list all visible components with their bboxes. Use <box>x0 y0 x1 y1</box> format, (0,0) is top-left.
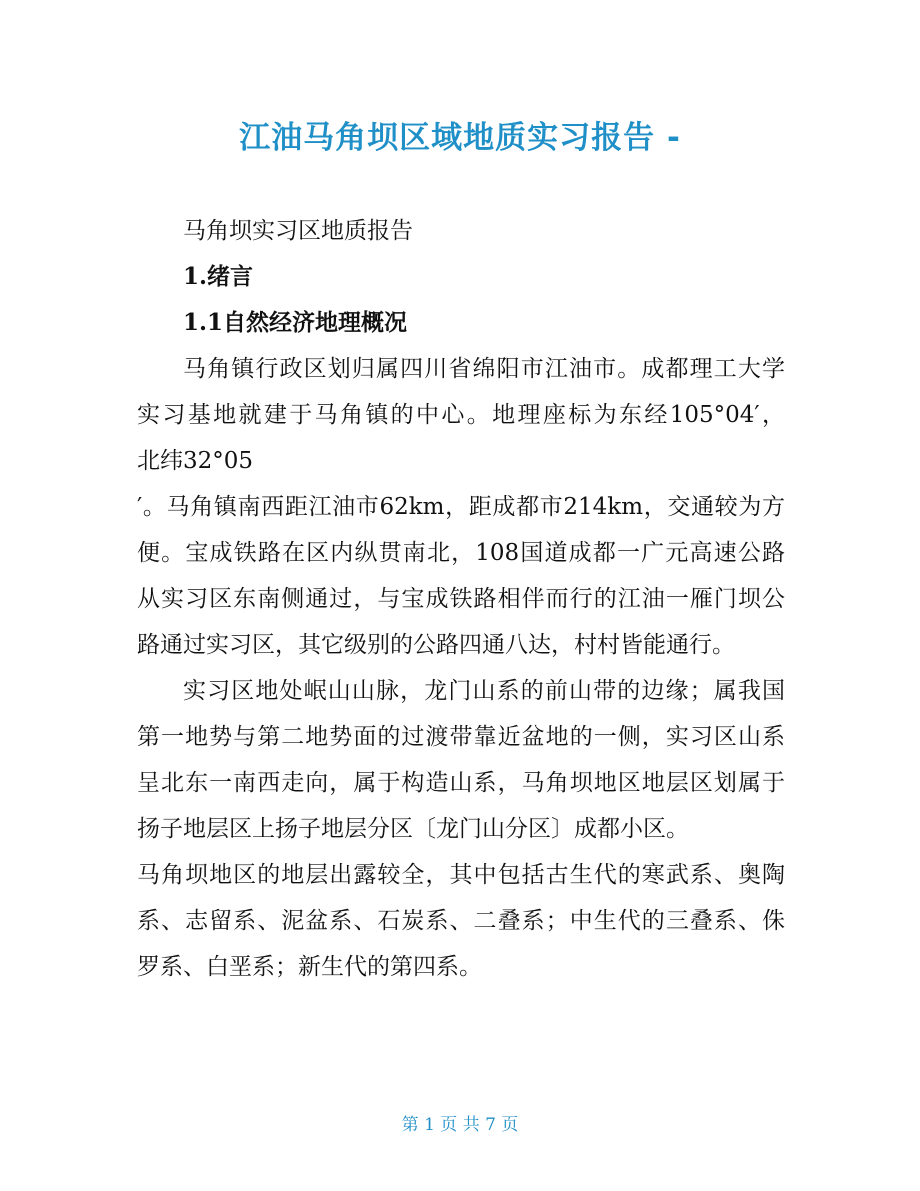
section-heading-geography: 1.1自然经济地理概况 <box>183 309 408 336</box>
paragraph-3-line: 罗系、白垩系；新生代的第四系。 <box>137 954 482 980</box>
paragraph-1-line: 从实习区东南侧通过，与宝成铁路相伴而行的江油一雁门坝公 <box>137 586 785 612</box>
paragraph-1-line: 马角镇行政区划归属四川省绵阳市江油市。成都理工大学 <box>183 356 785 382</box>
document-title: 江油马角坝区域地质实习报告 - <box>239 120 681 156</box>
paragraph-2-line: 呈北东一南西走向，属于构造山系，马角坝地区地层区划属于 <box>137 770 785 796</box>
paragraph-1-line: 实习基地就建于马角镇的中心。地理座标为东经105°04′， <box>137 402 785 428</box>
paragraph-3-line: 马角坝地区的地层出露较全，其中包括古生代的寒武系、奥陶 <box>137 862 785 888</box>
report-subtitle: 马角坝实习区地质报告 <box>183 218 413 244</box>
section-heading-introduction: 1.绪言 <box>183 263 254 290</box>
paragraph-2-line: 扬子地层区上扬子地层分区〔龙门山分区〕成都小区。 <box>137 816 689 842</box>
document-body <box>137 208 785 990</box>
paragraph-1-line: 北纬32°05 <box>137 448 254 474</box>
page-number-footer: 第 1 页 共 7 页 <box>401 1115 519 1135</box>
paragraph-1-line: ′。马角镇南西距江油市62km，距成都市214km，交通较为方 <box>137 494 785 520</box>
paragraph-2-line: 第一地势与第二地势面的过渡带靠近盆地的一侧，实习区山系 <box>137 724 785 750</box>
paragraph-2-line: 实习区地处岷山山脉，龙门山系的前山带的边缘；属我国 <box>183 678 785 704</box>
paragraph-3-line: 系、志留系、泥盆系、石炭系、二叠系；中生代的三叠系、侏 <box>137 908 785 934</box>
paragraph-1-line: 便。宝成铁路在区内纵贯南北，108国道成都一广元高速公路 <box>137 540 785 566</box>
paragraph-1-line: 路通过实习区，其它级别的公路四通八达，村村皆能通行。 <box>137 632 735 658</box>
